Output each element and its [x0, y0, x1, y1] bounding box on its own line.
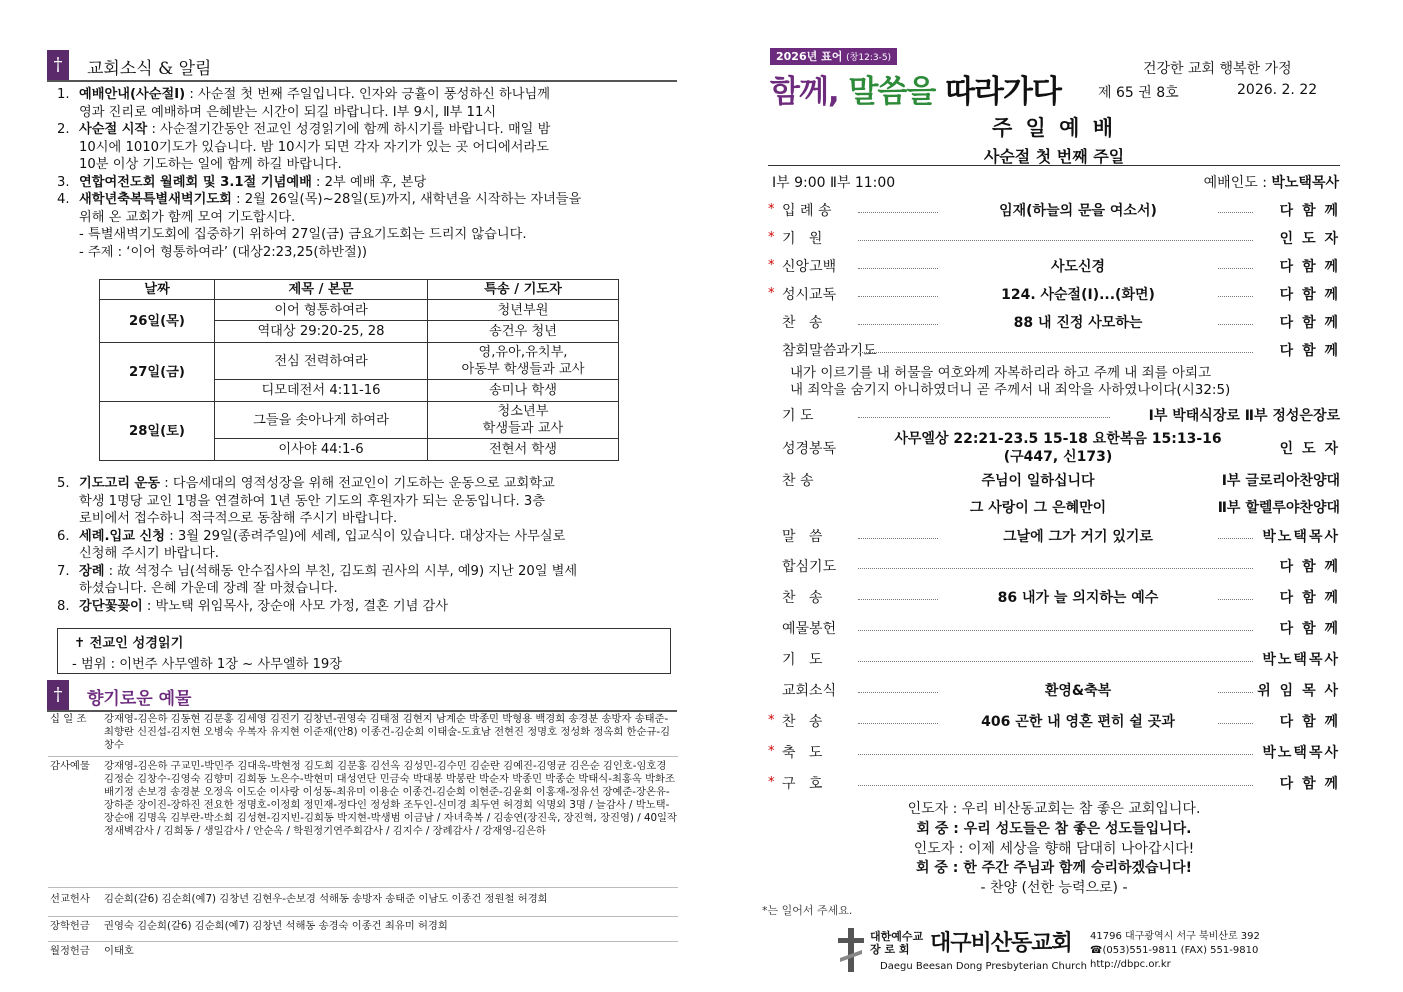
page-subtitle: 사순절 첫 번째 주일	[983, 147, 1125, 166]
section-title-offering: 향기로운 예물	[87, 689, 192, 709]
order-row-reading: 성경봉독 사무엘상 22:21-23.5 15-18 요한복음 15:13-16 (구447, 신173) 인 도 자	[782, 431, 1340, 465]
church-name-en: Daegu Beesan Dong Presbyterian Church	[880, 961, 1087, 972]
order-content: 86 내가 늘 의지하는 예수	[997, 590, 1159, 606]
order-person: 위 임 목 사	[1257, 683, 1340, 699]
order-row	[768, 256, 1340, 280]
standing-note: *는 일어서 주세요.	[762, 904, 853, 917]
order-person: 다 함 께	[1279, 259, 1340, 275]
table-header: 제목 / 본문	[215, 280, 428, 300]
order-name: 성시교독	[782, 287, 837, 303]
table-row: 26일(목) 이어 형통하여라 청년부원	[100, 300, 619, 321]
order-person: 다 함 께	[1279, 287, 1340, 303]
call-line: - 찬양 (선한 능력으로) -	[980, 880, 1128, 896]
news-item-1: 1. 예배안내(사순절Ⅰ) : 사순절 첫 번째 주일입니다. 인자와 긍휼이 풍성하신 하나님께 영과 진리로 예배하며 은혜받는 시간이 되길 바랍니다. Ⅰ부 9시, Ⅱ부 11시	[57, 87, 550, 120]
news-item-2: 2. 사순절 시작 : 사순절기간동안 전교인 성경읽기에 함께 하시기를 바랍니다. 매일 밤 10시에 1010기도가 있습니다. 밤 10시가 되면 각자 자기가 있는 곳 어디에서라도 10분 이상 기도하는 일에 함께 하길 바랍니다.	[57, 122, 551, 172]
order-content: 사도신경	[1050, 259, 1106, 275]
order-name: 입 례 송	[782, 203, 832, 219]
order-person: 다 함 께	[1279, 343, 1340, 359]
worship-leader: 예배인도 : 박노택목사	[1203, 175, 1339, 191]
standing-mark: *	[768, 775, 775, 790]
order-row	[768, 200, 1340, 224]
news-list-2	[57, 475, 672, 615]
order-person: 다 함 께	[1279, 714, 1340, 730]
order-name: 참회말씀과기도	[782, 343, 877, 359]
church-logo-icon	[836, 928, 866, 972]
news-item-8: 8. 강단꽃꽂이 : 박노택 위임목사, 장순애 사모 가정, 결혼 기념 감사	[57, 598, 449, 614]
order-name: 축 도	[782, 745, 823, 761]
order-name: 말 씀	[782, 529, 823, 545]
year-motto: 함께, 말씀을 따라가다	[770, 74, 1061, 110]
order-row	[768, 711, 1340, 735]
order-name: 기 도	[782, 652, 823, 668]
list-item: 월정헌금 이태호	[50, 945, 134, 957]
news-item-6: 6. 세례.입교 신청 : 3월 29일(종려주일)에 세례, 입교식이 있습니다. 대상자는 사무실로 신청해 주시기 바랍니다.	[57, 528, 566, 561]
order-person: 다 함 께	[1279, 590, 1340, 606]
call-line: 회 중 : 한 주간 주님과 함께 승리하겠습니다!	[915, 860, 1192, 876]
order-row	[768, 773, 1340, 797]
standing-mark: *	[768, 744, 775, 759]
list-item: 장학헌금 권영숙 김순희(갈6) 김순희(예7) 김창년 석해동 송경숙 이종건 최유미 허경희	[48, 919, 678, 942]
call-line: 인도자 : 우리 비산동교회는 참 좋은 교회입니다.	[907, 801, 1201, 817]
order-person: 다 함 께	[1279, 776, 1340, 792]
service-times: Ⅰ부 9:00 Ⅱ부 11:00	[772, 175, 896, 191]
bible-reading-range: - 범위 : 이번주 사무엘하 1장 ~ 사무엘하 19장	[72, 657, 343, 672]
order-person: 박노택목사	[1262, 652, 1340, 668]
church-motto: 건강한 교회 행복한 가정	[1143, 61, 1292, 77]
bible-reading-title: ✝ 전교인 성경읽기	[74, 636, 184, 651]
standing-mark: *	[768, 230, 775, 245]
order-content: 그날에 그가 거기 있기로	[1003, 529, 1153, 545]
bulletin-date: 2026. 2. 22	[1237, 82, 1318, 98]
church-name: 대구비산동교회	[930, 931, 1072, 956]
order-name: 기 원	[782, 231, 823, 247]
list-item: 십 일 조 강재영-김은하 김동현 김문홍 김세영 김진기 김창년-권영숙 김태점 김현지 남계순 박종민 박형용 백경희 송경분 송방자 송태준-최향란 신진섭-김지현 오병숙 우복자 유지현 이준재(안8) 이종건-김순희 이태술-도효남 전현진 정명호 정성화 정옥희 한순규-김창수	[48, 712, 678, 757]
motto-year-badge: 2026년 표어 (창12:3-5)	[770, 48, 897, 65]
order-content: 124. 사순절(Ⅰ)...(화면)	[1001, 287, 1155, 303]
table-row: 이사야 44:1-6 전현서 학생	[100, 439, 619, 461]
table-header: 특송 / 기도자	[428, 280, 619, 300]
table-row: 28일(토) 그들을 솟아나게 하여라 청소년부 학생들과 교사	[100, 402, 619, 439]
order-row	[768, 587, 1340, 611]
call-line: 회 중 : 우리 성도들은 참 좋은 성도들입니다.	[916, 821, 1192, 837]
news-list	[57, 86, 672, 261]
standing-mark: *	[768, 713, 775, 728]
church-contact: 41796 대구광역시 서구 북비산로 392 ☎(053)551-9811 (FAX) 551-9810 http://dbpc.or.kr	[1090, 931, 1260, 970]
order-row	[768, 649, 1340, 673]
order-person: 다 함 께	[1279, 315, 1340, 331]
order-person: 다 함 께	[1279, 559, 1340, 575]
standing-mark: *	[768, 258, 775, 273]
order-name: 합심기도	[782, 559, 837, 575]
cross-icon: †	[47, 680, 69, 710]
list-item: 선교헌사 김순희(갈6) 김순희(예7) 김창년 김현우-손보경 석해동 송방자 송태준 이남도 이종건 정원철 허경희	[48, 892, 678, 917]
prayer-schedule-table	[99, 279, 619, 461]
order-row	[768, 526, 1340, 550]
order-name: 찬 송	[782, 590, 823, 606]
offering-list	[48, 712, 678, 962]
denomination-label: 대한예수교 장 로 회	[870, 930, 924, 956]
confession-verse: 내가 이르기를 내 허물을 여호와께 자복하리라 하고 주께 내 죄를 아뢰고 내 죄악을 숨기지 아니하였더니 곧 주께서 내 죄악을 사하였나이다(시32:5)	[790, 365, 1231, 398]
volume-number: 제 65 권 8호	[1098, 85, 1179, 101]
standing-mark: *	[768, 286, 775, 301]
order-name: 찬 송	[782, 315, 823, 331]
order-content: 임재(하늘의 문을 여소서)	[999, 203, 1157, 219]
section-title-news: 교회소식 & 알림	[87, 59, 212, 79]
table-row: 27일(금) 전심 전력하여라 영,유아,유치부, 아동부 학생들과 교사	[100, 343, 619, 380]
order-person: 박노택목사	[1262, 529, 1340, 545]
list-item: 감사예물 강재영-김은하 구교민-박민주 김대욱-박현정 김도희 김문홍 김선옥 김성민-김수민 김순란 김예진-김영균 김은순 김인호-임호경 김정순 김창수-김영숙 김향미 김희동 노은수-박현미 대성연단 민금숙 박대봉 박봉란 박순자 박종민 박종순 박태식-최홍옥 박화조 배기정 손보경 송경분 오정옥 이도순 이사랑 이성동-최유미 이용순 이종건-김순희 이현준-김윤희 이홍재-정유선 장예준-장온유-장하준 장이진-장하진 전요한 정명호-이정희 정민재-정다인 정성화 조두인-신미경 최두연 허경희 익명외 3명 / 늘감사 / 박노택-장순애 김명옥 김부란-박소희 김성현-김지빈-김희동 박지현-박생범 이금남 / 자녀축복 / 김송연(장진욱, 장진혁, 장진영) / 40일작정새벽감사 / 김희동 / 생일감사 / 안순옥 / 학원정기연주회감사 / 김지수 / 장례감사 / 강재영-김은하	[48, 759, 678, 888]
standing-mark: *	[768, 202, 775, 217]
call-line: 인도자 : 이제 세상을 향해 담대히 나아갑시다!	[913, 841, 1195, 857]
order-row	[768, 284, 1340, 308]
order-row	[768, 228, 1340, 252]
order-content: 406 곤한 내 영혼 편히 쉴 곳과	[981, 714, 1175, 730]
order-name: 예물봉헌	[782, 621, 837, 637]
bible-reading-box	[57, 628, 671, 674]
order-name: 신앙고백	[782, 259, 837, 275]
page-title: 주 일 예 배	[991, 115, 1117, 140]
order-row	[768, 680, 1340, 704]
table-row: 디모데전서 4:11-16 송미나 학생	[100, 380, 619, 402]
news-item-7: 7. 장례 : 故 석정수 님(석해동 안수집사의 부친, 김도희 권사의 시부, 예9) 지난 20일 별세 하셨습니다. 은혜 가운데 장례 잘 마쳤습니다.	[57, 563, 578, 596]
order-content: 환영&축복	[1044, 683, 1112, 699]
order-row-anthem: 찬 송 주님이 일하십니다 Ⅰ부 글로리아찬양대 그 사랑이 그 은혜만이 Ⅱ부 할렐루야찬양대	[782, 473, 1340, 516]
order-row-prayer: 기 도 Ⅰ부 박태식장로 Ⅱ부 정성은장로	[782, 408, 1340, 424]
news-item-5: 5. 기도고리 운동 : 다음세대의 영적성장을 위해 전교인이 기도하는 운동으로 교회학교 학생 1명당 교인 1명을 연결하여 1년 동안 기도의 후원자가 되는 운동입니다. 3층 로비에서 접수하니 적극적으로 동참해 주시기 바랍니다.	[57, 476, 555, 526]
order-name: 교회소식	[782, 683, 837, 699]
order-row	[768, 742, 1340, 766]
order-row	[768, 618, 1340, 642]
order-content: 88 내 진정 사모하는	[1013, 315, 1143, 331]
order-row	[768, 340, 1340, 364]
cross-icon: †	[47, 50, 69, 80]
order-name: 찬 송	[782, 714, 823, 730]
table-row: 역대상 29:20-25, 28 송건우 청년	[100, 321, 619, 343]
order-row	[768, 312, 1340, 336]
order-name: 구 호	[782, 776, 823, 792]
order-row	[768, 556, 1340, 580]
order-person: 다 함 께	[1279, 203, 1340, 219]
news-item-3: 3. 연합여전도회 월례회 및 3.1절 기념예배 : 2부 예배 후, 본당	[57, 174, 427, 190]
divider	[768, 165, 1340, 166]
section-header-news	[47, 50, 677, 82]
section-header-offering	[47, 680, 677, 712]
order-person: 인 도 자	[1279, 231, 1340, 247]
table-header: 날짜	[100, 280, 215, 300]
order-person: 다 함 께	[1279, 621, 1340, 637]
news-item-4: 4. 새학년축복특별새벽기도회 : 2월 26일(목)~28일(토)까지, 새학년을 시작하는 자녀들을 위해 온 교회가 함께 모여 기도합시다. - 특별새벽기도회에 집중하기 위하여 27일(금) 금요기도회는 드리지 않습니다. - 주제 : ‘이어 형통하여라’ (대상2:23,25(하반절))	[57, 192, 582, 260]
order-person: 박노택목사	[1262, 745, 1340, 761]
